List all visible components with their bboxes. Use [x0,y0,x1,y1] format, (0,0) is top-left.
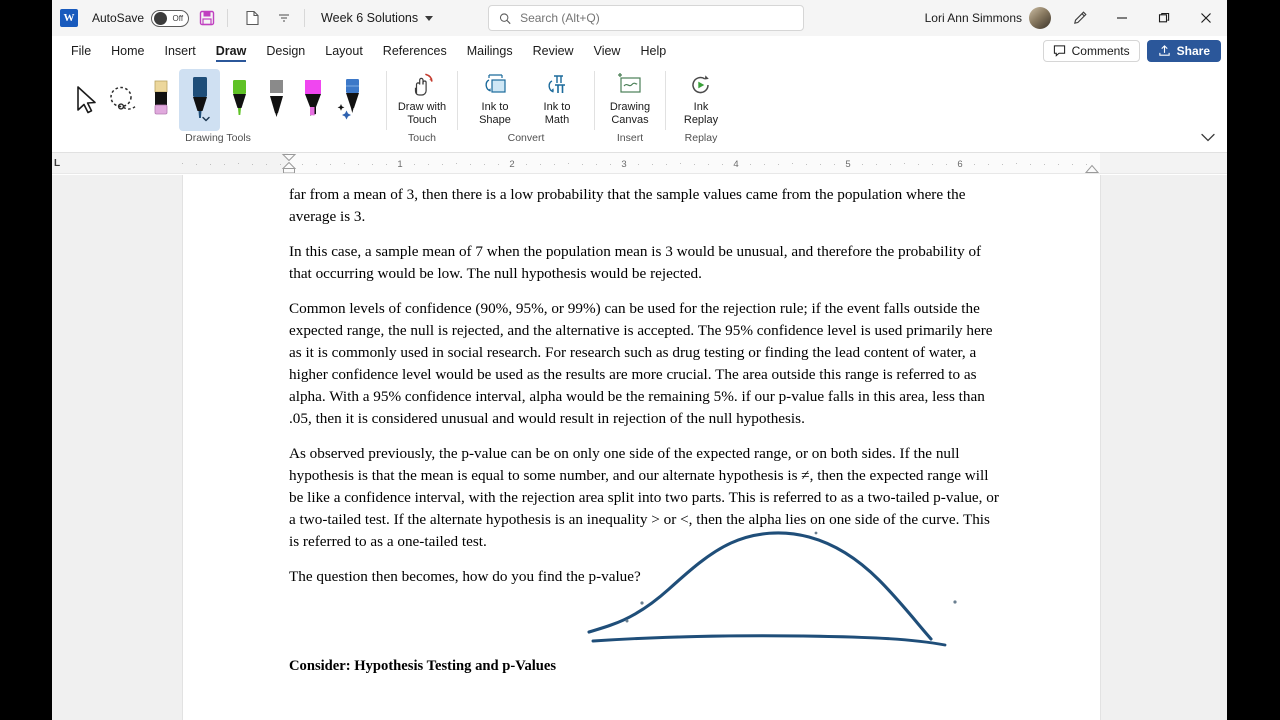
svg-text:1: 1 [397,159,403,170]
title-bar [52,0,1227,36]
eraser-tool[interactable] [142,69,179,131]
ribbon-divider-1 [386,71,387,130]
pen-green-tool[interactable] [220,69,257,131]
avatar[interactable] [1029,7,1051,29]
ink-replay-icon [686,72,716,98]
group-label-insert: Insert [616,132,644,144]
ribbon-group-insert [597,65,663,152]
close-button[interactable] [1185,0,1227,36]
pencil-gray-tool[interactable] [257,69,294,131]
autosave-toggle-knob [154,12,167,25]
hanging-indent-marker [283,163,295,169]
insert-row [599,65,661,131]
draw-with-touch-label: Draw with Touch [397,101,447,126]
tab-references[interactable]: References [382,43,447,58]
autosave-toggle[interactable] [151,10,189,27]
user-name: Lori Ann Simmons [924,11,1022,25]
group-label-drawing-tools: Drawing Tools [185,132,251,144]
group-label-replay: Replay [684,132,718,144]
drawing-canvas-label: Drawing Canvas [609,101,651,126]
group-label-convert: Convert [507,132,545,144]
lasso-select-tool[interactable] [105,69,142,131]
drawing-tools-row [68,65,368,131]
ribbon-group-touch [389,65,455,152]
replay-row [670,65,732,131]
ribbon-group-drawing-tools [52,65,384,152]
ink-replay-button[interactable] [670,69,732,133]
tab-mailings[interactable]: Mailings [466,43,513,58]
paragraph-2[interactable]: In this case, a sample mean of 7 when the population mean is 3 would be unusual, and therefore the probability of that occurring would be low. The null hypothesis would be rejected. [289,243,982,282]
ink-to-math-icon [541,72,573,98]
document-title: Week 6 Solutions [321,11,419,25]
document-scroll-area[interactable] [52,175,1227,720]
group-label-touch: Touch [407,132,437,144]
action-pen-tool[interactable] [331,69,368,131]
ink-to-shape-label: Ink to Shape [479,101,511,126]
chevron-down-icon [425,16,433,21]
drawing-canvas-icon [615,72,645,98]
ink-replay-label: Ink Replay [683,101,719,126]
draw-with-touch-icon [407,72,437,98]
save-icon[interactable] [193,4,221,32]
tab-stop-selector[interactable]: L [54,158,61,169]
word-logo: W [60,9,78,27]
autosave-label: AutoSave [92,11,145,25]
tab-review[interactable]: Review [532,43,574,58]
ribbon-divider-4 [665,71,666,130]
svg-text:6: 6 [957,159,963,170]
convert-row [464,65,588,131]
left-indent-marker [284,169,295,174]
restore-button[interactable] [1143,0,1185,36]
pen-annotation-icon[interactable] [1059,0,1101,36]
svg-text:4: 4 [733,159,739,170]
ink-to-math-label: Ink to Math [543,101,571,126]
tab-draw[interactable]: Draw [207,40,256,62]
page-content [289,175,999,690]
svg-text:5: 5 [845,159,851,170]
ink-to-shape-button[interactable] [464,69,526,133]
ink-to-math-button[interactable] [526,69,588,133]
titlebar-divider-1 [227,9,228,27]
collapse-ribbon-button[interactable] [1199,128,1217,146]
tab-home[interactable]: Home [111,43,145,58]
ribbon-group-replay [668,65,734,152]
tab-file[interactable]: File [71,43,92,58]
paragraph-1[interactable]: far from a mean of 3, then there is a low probability that the sample values came from the population where the average is 3. [289,186,966,225]
select-tool[interactable] [68,69,105,131]
draw-with-touch-button[interactable] [391,69,453,133]
tab-layout[interactable]: Layout [325,43,363,58]
svg-text:3: 3 [621,159,627,170]
comments-button[interactable] [1043,40,1140,62]
svg-text:2: 2 [509,159,515,170]
titlebar-right-controls [925,0,1227,36]
customize-quick-access-icon[interactable] [270,4,298,32]
document-page[interactable] [183,175,1100,720]
search-input[interactable] [520,11,793,25]
ribbon-tab-strip [52,36,1227,65]
drawing-canvas-button[interactable] [599,69,661,133]
tab-design[interactable]: Design [266,43,306,58]
ribbon [52,65,1227,153]
horizontal-ruler[interactable] [52,153,1227,174]
ribbon-divider-2 [457,71,458,130]
tab-view[interactable]: View [593,43,621,58]
tab-help[interactable]: Help [640,43,667,58]
document-title-menu[interactable] [321,11,433,25]
touch-row [391,65,453,131]
paragraph-6-heading[interactable]: Consider: Hypothesis Testing and p-Values [289,658,557,674]
search-icon [499,12,511,25]
new-document-icon[interactable] [238,4,266,32]
ribbon-group-convert [460,65,592,152]
paragraph-3[interactable]: Common levels of confidence (90%, 95%, or 99%) can be used for the rejection rule; if the event falls outside the expected range, the null is rejected, and the alternative is accepted. The 95% confidence level is used primarily here as it is commonly used in social research. For research such as drug testing or finding the lead content of water, a higher confidence level would be used as the results are more crucial. The area outside this range is referred to as alpha. With a 95% confidence interval, alpha would be the remaining 5%. if our p-value falls in this area, less than .05, then it is considered unusual and would result in rejection of the null hypothesis. [289,300,993,427]
paragraph-spacer [289,601,999,655]
share-label: Share [1176,43,1210,58]
paragraph-4[interactable]: As observed previously, the p-value can be on only one side of the expected range, or on both sides. If the null hypothesis is that the mean is equal to some number, and our alternate hypothesis is ≠, then the expected range will be like a confidence interval, with the rejection area split into two parts. This is referred to as a two-tailed p-value, or a two-tailed test. If the alternate hypothesis is an inequality > or <, then the alpha lies on one side of the curve. This is referred to as a one-tailed test. [289,445,999,550]
comment-bubble-icon [1053,44,1066,57]
autosave-toggle-state: Off [172,13,184,23]
search-box[interactable] [488,5,804,31]
tab-insert[interactable]: Insert [164,43,196,58]
word-window [52,0,1227,720]
highlighter-magenta-tool[interactable] [294,69,331,131]
right-indent-marker [1086,166,1098,173]
minimize-button[interactable] [1101,0,1143,36]
ribbon-divider-3 [594,71,595,130]
share-button[interactable] [1147,40,1221,62]
comments-label: Comments [1071,43,1130,58]
paragraph-5[interactable]: The question then becomes, how do you find the p-value? [289,568,641,585]
titlebar-divider-2 [304,9,305,27]
first-line-indent-marker [283,155,295,161]
share-icon [1158,44,1171,57]
ink-to-shape-icon [479,72,511,98]
ruler-ticks [52,153,1227,174]
pen-blue-tool[interactable] [179,69,220,131]
tabstrip-right-actions [1043,36,1221,65]
